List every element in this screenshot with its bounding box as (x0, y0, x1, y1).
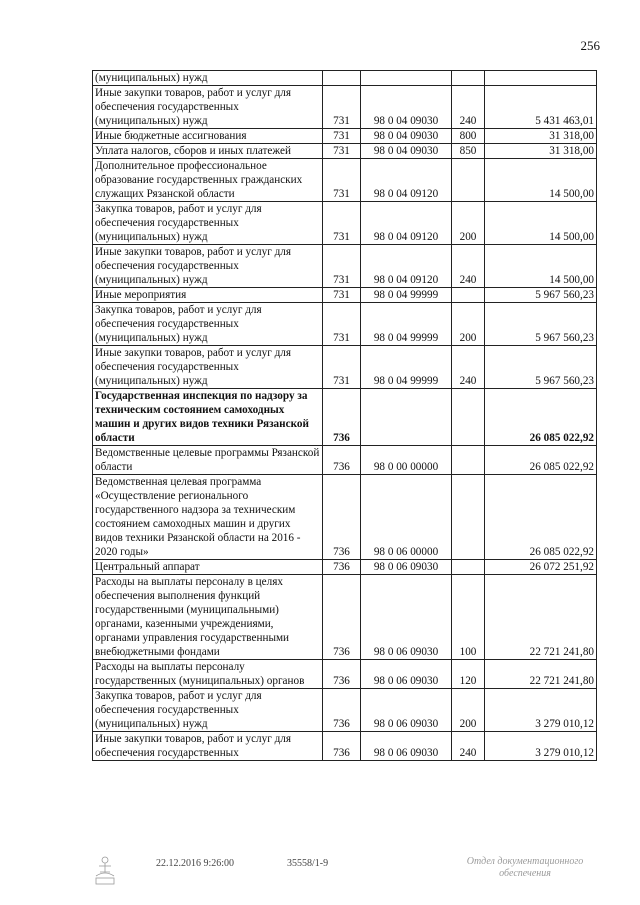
row-ved-cell: 736 (323, 389, 361, 446)
row-name-cell: Уплата налогов, сборов и иных платежей (93, 144, 323, 159)
row-name-cell: Иные закупки товаров, работ и услуг для обеспечения государственных (муниципальных) нужд (93, 346, 323, 389)
row-vr-cell (452, 288, 485, 303)
footer-doc-code: 35558/1-9 (287, 858, 329, 869)
row-vr-cell: 200 (452, 202, 485, 245)
row-name-cell: Государственная инспекция по надзору за техническим состоянием самоходных машин и других видов техники Рязанской области (93, 389, 323, 446)
table-row (93, 689, 597, 732)
row-ved-cell: 731 (323, 245, 361, 288)
row-name-cell: Закупка товаров, работ и услуг для обеспечения государственных (муниципальных) нужд (93, 689, 323, 732)
row-name-cell: Закупка товаров, работ и услуг для обеспечения государственных (муниципальных) нужд (93, 303, 323, 346)
row-ved-cell: 731 (323, 288, 361, 303)
row-name-cell: Ведомственные целевые программы Рязанской области (93, 446, 323, 475)
table-row (93, 660, 597, 689)
row-amount-cell: 31 318,00 (485, 129, 597, 144)
row-csr-cell (361, 389, 452, 446)
row-csr-cell: 98 0 06 09030 (361, 560, 452, 575)
row-csr-cell: 98 0 04 09030 (361, 144, 452, 159)
row-ved-cell: 731 (323, 86, 361, 129)
table-row (93, 575, 597, 660)
row-csr-cell: 98 0 04 99999 (361, 303, 452, 346)
row-csr-cell: 98 0 06 09030 (361, 660, 452, 689)
table-row (93, 303, 597, 346)
row-ved-cell: 731 (323, 303, 361, 346)
row-ved-cell: 736 (323, 689, 361, 732)
row-ved-cell: 731 (323, 346, 361, 389)
table-row (93, 71, 597, 86)
row-amount-cell: 26 072 251,92 (485, 560, 597, 575)
row-csr-cell: 98 0 06 00000 (361, 475, 452, 560)
emblem-icon (90, 854, 120, 888)
table-row (93, 475, 597, 560)
table-row (93, 560, 597, 575)
page-footer (0, 856, 640, 896)
row-vr-cell (452, 389, 485, 446)
row-ved-cell: 736 (323, 475, 361, 560)
row-name-cell: Иные закупки товаров, работ и услуг для обеспечения государственных (93, 732, 323, 761)
table-row (93, 389, 597, 446)
table-row (93, 732, 597, 761)
table-row (93, 446, 597, 475)
row-ved-cell: 731 (323, 144, 361, 159)
row-ved-cell: 736 (323, 446, 361, 475)
row-amount-cell: 22 721 241,80 (485, 660, 597, 689)
row-name-cell: Иные закупки товаров, работ и услуг для обеспечения государственных (муниципальных) нужд (93, 86, 323, 129)
row-amount-cell: 26 085 022,92 (485, 475, 597, 560)
row-amount-cell: 3 279 010,12 (485, 689, 597, 732)
row-vr-cell: 200 (452, 303, 485, 346)
row-name-cell: Дополнительное профессиональное образование государственных гражданских служащих Рязанской области (93, 159, 323, 202)
row-vr-cell (452, 475, 485, 560)
page-number: 256 (580, 38, 600, 53)
budget-table (92, 70, 597, 761)
row-ved-cell: 736 (323, 732, 361, 761)
row-ved-cell: 731 (323, 129, 361, 144)
row-name-cell: (муниципальных) нужд (93, 71, 323, 86)
row-csr-cell: 98 0 06 09030 (361, 575, 452, 660)
row-amount-cell: 26 085 022,92 (485, 446, 597, 475)
footer-datetime: 22.12.2016 9:26:00 (156, 858, 235, 869)
row-vr-cell: 200 (452, 689, 485, 732)
row-csr-cell: 98 0 04 99999 (361, 288, 452, 303)
table-row (93, 245, 597, 288)
row-name-cell: Иные мероприятия (93, 288, 323, 303)
row-csr-cell: 98 0 06 09030 (361, 689, 452, 732)
table-row (93, 86, 597, 129)
row-vr-cell: 240 (452, 732, 485, 761)
footer-stamp-text: Отдел документационного обеспечения (466, 856, 584, 879)
table-row (93, 202, 597, 245)
row-amount-cell: 14 500,00 (485, 202, 597, 245)
row-amount-cell: 14 500,00 (485, 159, 597, 202)
row-csr-cell: 98 0 04 09120 (361, 245, 452, 288)
row-vr-cell: 800 (452, 129, 485, 144)
row-name-cell: Центральный аппарат (93, 560, 323, 575)
row-name-cell: Расходы на выплаты персоналу в целях обеспечения выполнения функций государственными (муниципальными) органами, казенными учреждениями, органами управления государственными внебюджетными фондами (93, 575, 323, 660)
row-vr-cell: 240 (452, 245, 485, 288)
row-vr-cell: 100 (452, 575, 485, 660)
row-vr-cell: 850 (452, 144, 485, 159)
row-amount-cell: 3 279 010,12 (485, 732, 597, 761)
row-name-cell: Иные бюджетные ассигнования (93, 129, 323, 144)
row-amount-cell: 31 318,00 (485, 144, 597, 159)
row-amount-cell: 26 085 022,92 (485, 389, 597, 446)
table-row (93, 129, 597, 144)
row-vr-cell: 240 (452, 86, 485, 129)
table-row (93, 346, 597, 389)
row-csr-cell: 98 0 04 09120 (361, 202, 452, 245)
row-vr-cell (452, 446, 485, 475)
row-ved-cell: 736 (323, 560, 361, 575)
row-amount-cell: 22 721 241,80 (485, 575, 597, 660)
row-csr-cell: 98 0 04 09120 (361, 159, 452, 202)
row-ved-cell: 736 (323, 575, 361, 660)
row-amount-cell: 5 967 560,23 (485, 288, 597, 303)
table-row (93, 159, 597, 202)
row-amount-cell: 14 500,00 (485, 245, 597, 288)
row-ved-cell: 731 (323, 159, 361, 202)
row-csr-cell: 98 0 06 09030 (361, 732, 452, 761)
row-csr-cell: 98 0 00 00000 (361, 446, 452, 475)
row-vr-cell (452, 71, 485, 86)
row-csr-cell: 98 0 04 09030 (361, 129, 452, 144)
row-name-cell: Расходы на выплаты персоналу государственных (муниципальных) органов (93, 660, 323, 689)
row-vr-cell (452, 159, 485, 202)
row-amount-cell: 5 967 560,23 (485, 346, 597, 389)
row-vr-cell: 240 (452, 346, 485, 389)
row-amount-cell: 5 431 463,01 (485, 86, 597, 129)
row-name-cell: Закупка товаров, работ и услуг для обеспечения государственных (муниципальных) нужд (93, 202, 323, 245)
row-name-cell: Ведомственная целевая программа «Осуществление регионального государственного надзора за техническим состоянием самоходных машин и других видов техники Рязанской области на 2016 - 2020 годы» (93, 475, 323, 560)
row-ved-cell (323, 71, 361, 86)
table-row (93, 288, 597, 303)
row-vr-cell: 120 (452, 660, 485, 689)
row-ved-cell: 736 (323, 660, 361, 689)
row-ved-cell: 731 (323, 202, 361, 245)
row-amount-cell: 5 967 560,23 (485, 303, 597, 346)
table-row (93, 144, 597, 159)
row-csr-cell (361, 71, 452, 86)
row-amount-cell (485, 71, 597, 86)
row-csr-cell: 98 0 04 09030 (361, 86, 452, 129)
row-csr-cell: 98 0 04 99999 (361, 346, 452, 389)
row-vr-cell (452, 560, 485, 575)
row-name-cell: Иные закупки товаров, работ и услуг для обеспечения государственных (муниципальных) нужд (93, 245, 323, 288)
